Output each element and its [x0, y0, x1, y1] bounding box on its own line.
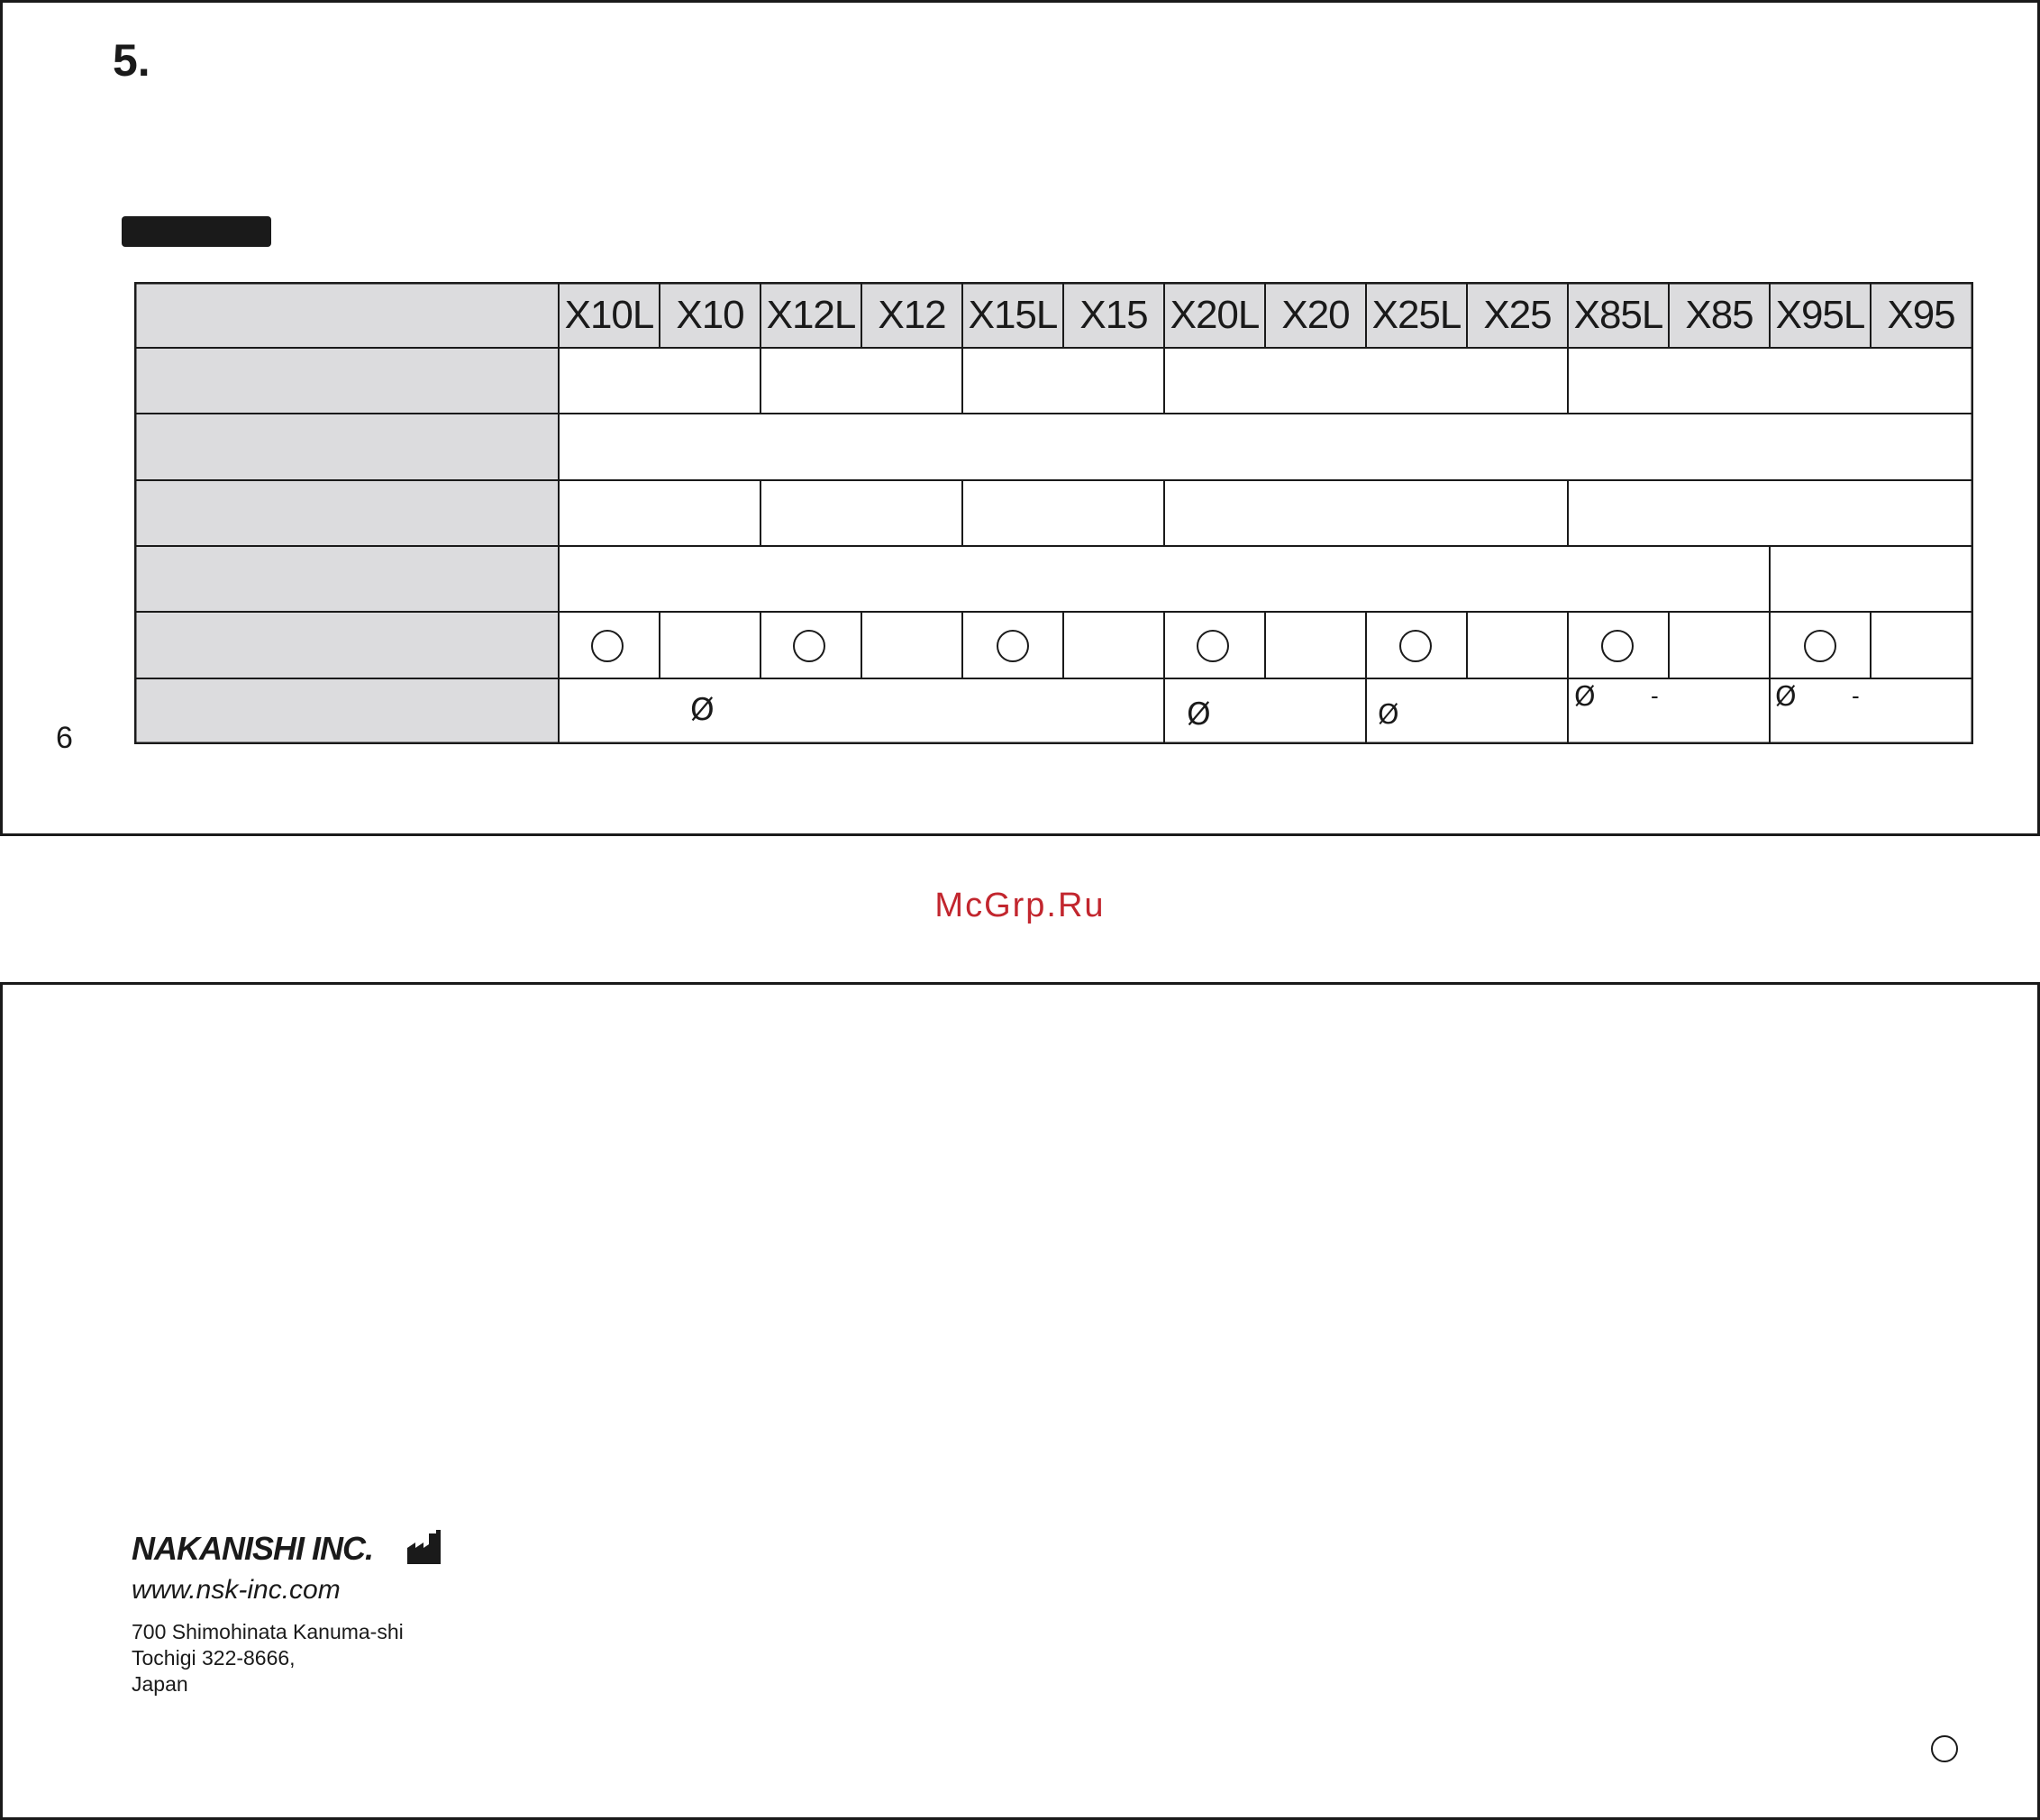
col-header: X15 [1079, 293, 1148, 337]
address-line: 700 Shimohinata Kanuma-shi [132, 1620, 404, 1643]
diameter-symbol: Ø [1574, 681, 1596, 713]
range-dash: - [1651, 682, 1659, 709]
company-logo: NAKANISHI INC. [132, 1530, 374, 1567]
manual-page-bottom [0, 982, 2040, 1820]
col-header: X25 [1483, 293, 1552, 337]
spec-table [134, 282, 1973, 744]
col-header: X20L [1170, 293, 1260, 337]
diameter-symbol: Ø [1187, 696, 1211, 733]
col-header: X25L [1371, 293, 1462, 337]
col-header: X12 [878, 293, 946, 337]
section-heading: 5. [113, 35, 150, 86]
col-header: X95 [1887, 293, 1955, 337]
col-header: X10L [564, 293, 654, 337]
website-link[interactable]: www.nsk-inc.com [132, 1575, 341, 1605]
table-grid [134, 282, 1973, 744]
col-header: X95L [1775, 293, 1865, 337]
redacted-label-bar [122, 216, 271, 247]
page-number: 6 [56, 721, 73, 755]
col-header: X10 [676, 293, 744, 337]
range-dash: - [1852, 682, 1860, 709]
diameter-symbol: Ø [1775, 681, 1797, 713]
diameter-symbol: Ø [1378, 699, 1399, 731]
col-header: X12L [766, 293, 856, 337]
watermark: McGrp.Ru [934, 887, 1106, 924]
col-header: X85L [1573, 293, 1663, 337]
circle-mark [1931, 1735, 1958, 1762]
col-header: X20 [1281, 293, 1350, 337]
col-header: X85 [1685, 293, 1753, 337]
diameter-symbol: Ø [690, 692, 715, 728]
factory-icon [407, 1530, 441, 1564]
address-line: Tochigi 322-8666, [132, 1646, 296, 1670]
col-header: X15L [968, 293, 1058, 337]
address-line: Japan [132, 1672, 188, 1696]
